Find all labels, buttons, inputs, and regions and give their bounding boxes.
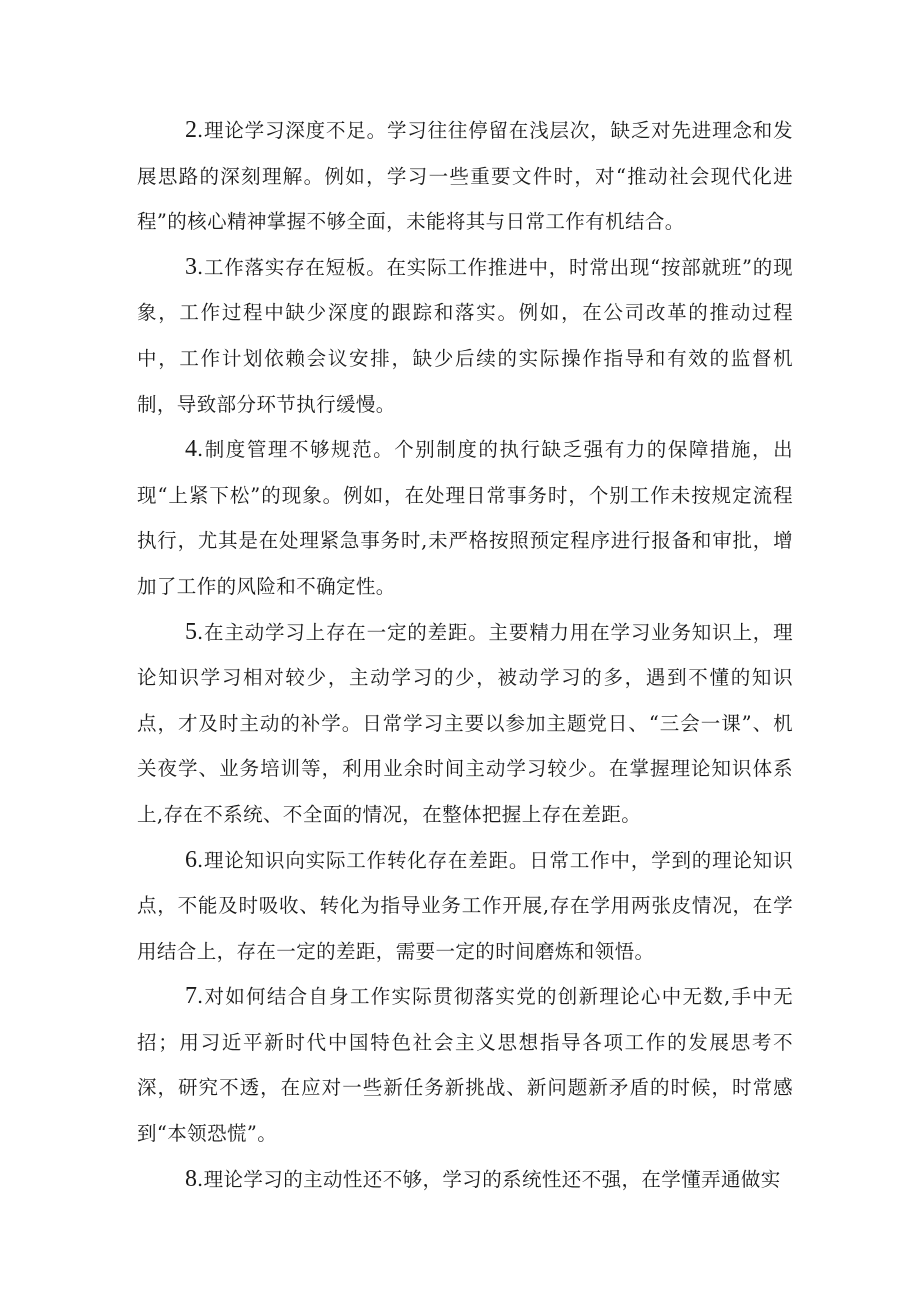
paragraph-number: 3 bbox=[185, 253, 197, 280]
paragraph-3 bbox=[137, 245, 793, 427]
paragraph-text: .对如何结合自身工作实际贯彻落实党的创新理论心中无数,手中无招；用习近平新时代中国特色社会主义思想指导各项工作的发展思考不深，研究不透，在应对一些新任务新挑战、新问题新矛盾的时候，时常感到“本领恐慌”。 bbox=[137, 985, 793, 1146]
paragraph-number: 2 bbox=[185, 117, 197, 143]
document-body bbox=[137, 108, 793, 1202]
paragraph-text: .工作落实存在短板。在实际工作推进中，时常出现“按部就班”的现象，工作过程中缺少深度的跟踪和落实。例如，在公司改革的推动过程中，工作计划依赖会议安排，缺少后续的实际操作指导和有效的监督机制，导致部分环节执行缓慢。 bbox=[137, 255, 793, 416]
paragraph-number: 7 bbox=[185, 983, 197, 1010]
paragraph-text: .制度管理不够规范。个别制度的执行缺乏强有力的保障措施，出现“上紧下松”的现象。例如，在处理日常事务时，个别工作未按规定流程执行，尤其是在处理紧急事务时,未严格按照预定程序进行报备和审批，增加了工作的风险和不确定性。 bbox=[137, 438, 793, 598]
paragraph-text: .理论知识向实际工作转化存在差距。日常工作中，学到的理论知识点，不能及时吸收、转化为指导业务工作开展,存在学用两张皮情况，在学用结合上，存在一定的差距，需要一定的时间磨炼和领悟。 bbox=[137, 848, 793, 963]
paragraph-5 bbox=[137, 610, 793, 838]
paragraph-4 bbox=[137, 427, 793, 609]
paragraph-6 bbox=[137, 838, 793, 975]
paragraph-text: .理论学习深度不足。学习往往停留在浅层次，缺乏对先进理念和发展思路的深刻理解。例如，学习一些重要文件时，对“推动社会现代化进程”的核心精神掌握不够全面，未能将其与日常工作有机结合。 bbox=[137, 119, 793, 234]
paragraph-number: 5 bbox=[185, 618, 197, 645]
paragraph-number: 4 bbox=[185, 436, 197, 463]
paragraph-text: .在主动学习上存在一定的差距。主要精力用在学习业务知识上，理论知识学习相对较少，主动学习的少，被动学习的多，遇到不懂的知识点，才及时主动的补学。日常学习主要以参加主题党日、“三会一课”、机关夜学、业务培训等，利用业余时间主动学习较少。在掌握理论知识体系上,存在不系统、不全面的情况，在整体把握上存在差距。 bbox=[137, 620, 793, 826]
paragraph-8 bbox=[137, 1157, 793, 1203]
paragraph-number: 8 bbox=[185, 1165, 197, 1192]
paragraph-number: 6 bbox=[185, 846, 197, 873]
paragraph-7 bbox=[137, 974, 793, 1156]
paragraph-2 bbox=[137, 108, 793, 245]
paragraph-text: .理论学习的主动性还不够，学习的系统性还不强，在学懂弄通做实 bbox=[197, 1167, 781, 1191]
